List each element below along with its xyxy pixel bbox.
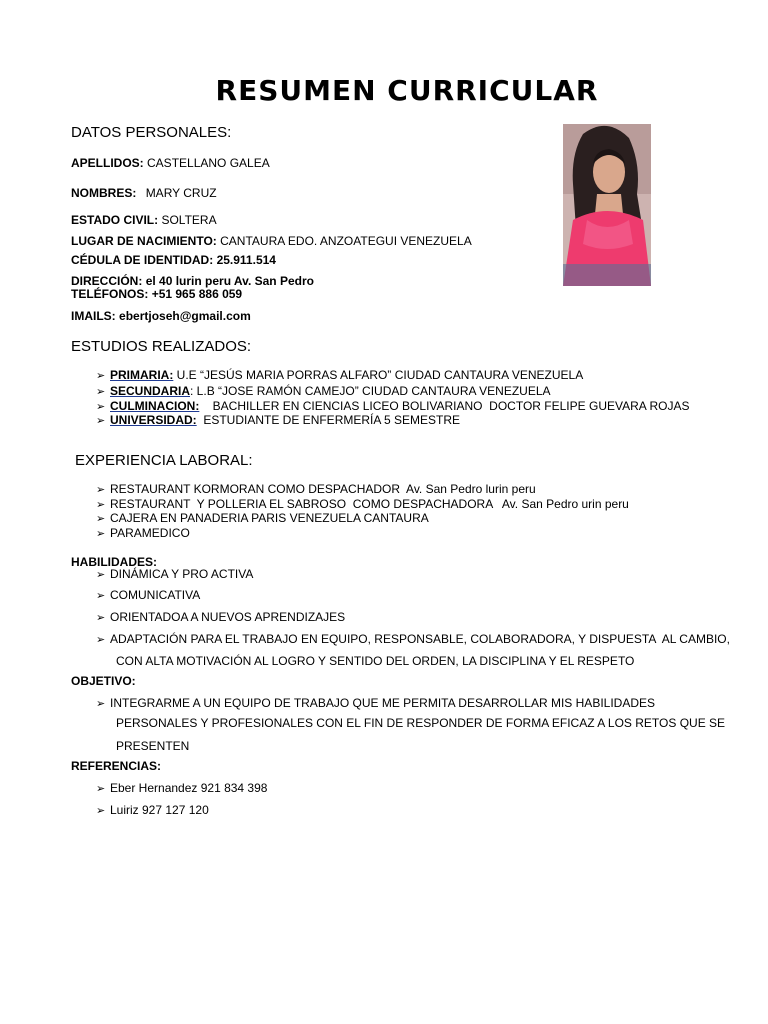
nombres-row [71, 186, 217, 200]
list-item [96, 413, 460, 427]
nombres-value: MARY CRUZ [145, 186, 217, 200]
arrow-bullet-icon: ➢ [96, 499, 106, 511]
section-heading-experiencia: EXPERIENCIA LABORAL: [75, 452, 253, 469]
secundaria-label: SECUNDARIA [110, 384, 191, 398]
experiencia-item: PARAMEDICO [110, 526, 190, 540]
lugar-row [71, 234, 472, 248]
arrow-bullet-icon: ➢ [96, 590, 106, 602]
experiencia-item: CAJERA EN PANADERIA PARIS VENEZUELA CANTAURA [110, 511, 429, 525]
culminacion-label: CULMINACION: [110, 399, 200, 413]
estado-value: SOLTERA [161, 213, 217, 227]
section-heading-objetivo: OBJETIVO: [71, 674, 136, 688]
emails-label: IMAILS: [71, 309, 116, 323]
section-heading-referencias: REFERENCIAS: [71, 759, 162, 773]
section-heading-habilidades: HABILIDADES: [71, 555, 157, 569]
lugar-value: CANTAURA EDO. ANZOATEGUI VENEZUELA [220, 234, 472, 248]
apellidos-row [71, 156, 270, 170]
arrow-bullet-icon: ➢ [96, 783, 106, 795]
experiencia-item: RESTAURANT Y POLLERIA EL SABROSO COMO DESPACHADORA Av. San Pedro urin peru [110, 497, 629, 511]
universidad-label: UNIVERSIDAD: [110, 413, 197, 427]
universidad-text: ESTUDIANTE DE ENFERMERÍA 5 SEMESTRE [196, 413, 461, 427]
telefonos-row [71, 287, 242, 301]
section-heading-datos: DATOS PERSONALES: [71, 124, 232, 141]
arrow-bullet-icon: ➢ [96, 401, 106, 413]
emails-row [71, 309, 251, 323]
emails-value: ebertjoseh@gmail.com [119, 309, 251, 323]
direccion-label: DIRECCIÓN: [71, 274, 143, 288]
primaria-text: U.E “JESÚS MARIA PORRAS ALFARO” CIUDAD CANTAURA VENEZUELA [173, 368, 584, 382]
list-item [96, 696, 655, 710]
estado-row [71, 213, 217, 227]
objetivo-line: PRESENTEN [116, 739, 190, 753]
arrow-bullet-icon: ➢ [96, 612, 106, 624]
experiencia-item: RESTAURANT KORMORAN COMO DESPACHADOR Av. San Pedro lurin peru [110, 482, 536, 496]
objetivo-line: PERSONALES Y PROFESIONALES CON EL FIN DE RESPONDER DE FORMA EFICAZ A LOS RETOS QUE SE [116, 716, 726, 730]
arrow-bullet-icon: ➢ [96, 513, 106, 525]
cedula-row [71, 253, 276, 267]
list-item [96, 368, 583, 382]
list-item [96, 803, 209, 817]
section-heading-estudios: ESTUDIOS REALIZADOS: [71, 338, 252, 355]
arrow-bullet-icon: ➢ [96, 528, 106, 540]
profile-photo [563, 124, 651, 286]
list-item [96, 497, 629, 511]
cedula-label: CÉDULA DE IDENTIDAD: [71, 253, 214, 267]
arrow-bullet-icon: ➢ [96, 484, 106, 496]
objetivo-line: INTEGRARME A UN EQUIPO DE TRABAJO QUE ME PERMITA DESARROLLAR MIS HABILIDADES [110, 696, 656, 710]
list-item [96, 781, 267, 795]
person-photo-icon [563, 124, 651, 286]
arrow-bullet-icon: ➢ [96, 569, 106, 581]
arrow-bullet-icon: ➢ [96, 634, 106, 646]
arrow-bullet-icon: ➢ [96, 698, 106, 710]
list-item [96, 526, 190, 540]
arrow-bullet-icon: ➢ [96, 370, 106, 382]
apellidos-value: CASTELLANO GALEA [147, 156, 270, 170]
culminacion-text: BACHILLER EN CIENCIAS LICEO BOLIVARIANO DOCTOR FELIPE GUEVARA ROJAS [199, 399, 690, 413]
list-item [96, 588, 200, 602]
arrow-bullet-icon: ➢ [96, 415, 106, 427]
referencia-item: Eber Hernandez 921 834 398 [110, 781, 268, 795]
list-item [96, 399, 689, 413]
page-title: RESUMEN CURRICULAR [215, 74, 599, 107]
telefonos-label: TELÉFONOS: [71, 287, 149, 301]
habilidad-item: ADAPTACIÓN PARA EL TRABAJO EN EQUIPO, RESPONSABLE, COLABORADORA, Y DISPUESTA AL CAMBIO, [110, 632, 730, 646]
habilidad-item: COMUNICATIVA [110, 588, 201, 602]
primaria-label: PRIMARIA: [110, 368, 174, 382]
estado-label: ESTADO CIVIL: [71, 213, 159, 227]
direccion-value: el 40 lurin peru Av. San Pedro [145, 274, 314, 288]
arrow-bullet-icon: ➢ [96, 805, 106, 817]
lugar-label: LUGAR DE NACIMIENTO: [71, 234, 217, 248]
apellidos-label: APELLIDOS: [71, 156, 144, 170]
list-item [96, 632, 730, 646]
secundaria-text: : L.B “JOSE RAMÓN CAMEJO” CIUDAD CANTAURA VENEZUELA [190, 384, 551, 398]
direccion-row [71, 274, 314, 288]
habilidad-item: DINÁMICA Y PRO ACTIVA [110, 567, 254, 581]
list-item [96, 610, 345, 624]
telefonos-value: +51 965 886 059 [151, 287, 243, 301]
list-item [96, 511, 429, 525]
habilidad-continuation: CON ALTA MOTIVACIÓN AL LOGRO Y SENTIDO DEL ORDEN, LA DISCIPLINA Y EL RESPETO [116, 654, 635, 668]
list-item [96, 482, 536, 496]
list-item [96, 567, 253, 581]
arrow-bullet-icon: ➢ [96, 386, 106, 398]
list-item [96, 384, 551, 398]
nombres-label: NOMBRES: [71, 186, 137, 200]
habilidad-item: ORIENTADOA A NUEVOS APRENDIZAJES [110, 610, 346, 624]
referencia-item: Luiriz 927 127 120 [110, 803, 209, 817]
cedula-value: 25.911.514 [216, 253, 276, 267]
